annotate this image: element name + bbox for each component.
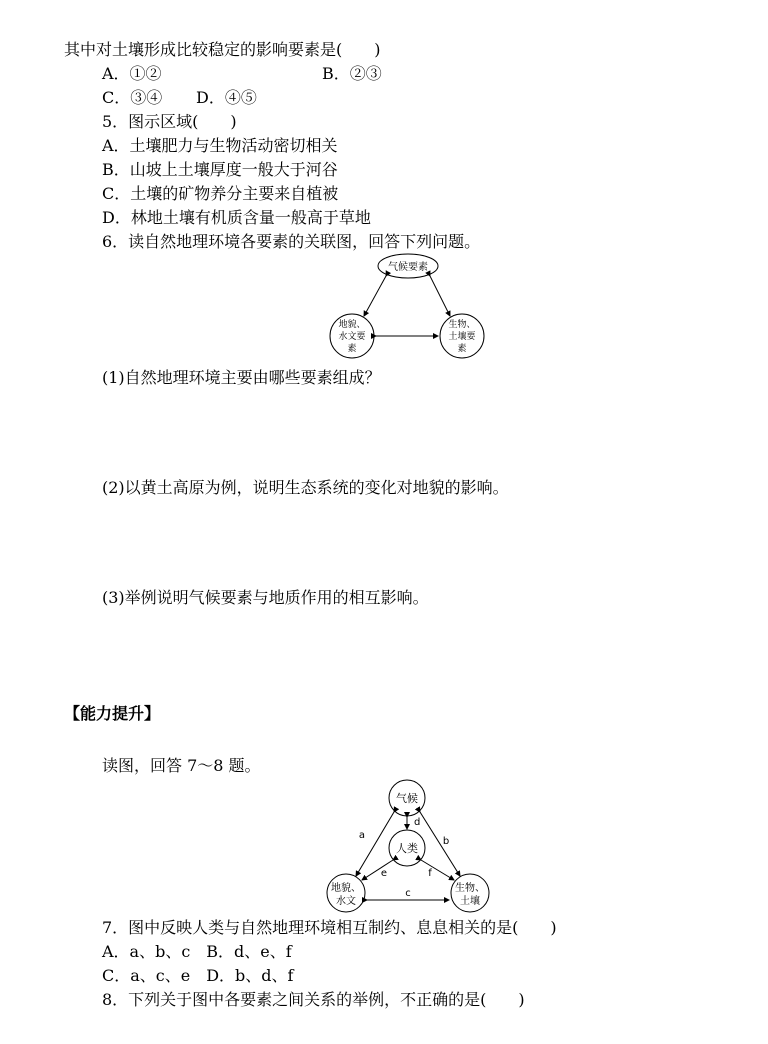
question-6-stem: 6．读自然地理环境各要素的关联图，回答下列问题。 [102,232,481,251]
label-b: b [442,836,450,847]
section-heading: 【能力提升】 [64,704,161,723]
option-4d: D．④⑤ [196,88,257,107]
options-7-ab: A．a、b、c B．d、e、f [102,942,292,961]
question-4-stem: 其中对土壤形成比较稳定的影响要素是( ) [64,40,381,59]
arrow-f [421,860,454,880]
question-7-stem: 7．图中反映人类与自然地理环境相互制约、息息相关的是( ) [102,918,557,937]
arrow-climate-biology [430,276,450,316]
label-d: d [414,817,421,828]
option-5b: B．山坡上土壤厚度一般大于河谷 [102,160,338,179]
biology-node-label-1: 生物、 [448,320,476,330]
biology-node-label-3: 素 [457,344,467,354]
climate-circle-label: 气候 [396,792,418,805]
label-c: c [405,888,411,899]
option-5d: D．林地土壤有机质含量一般高于草地 [102,208,371,227]
question-5-stem: 5．图示区域( ) [102,112,237,131]
landform-node-label-2: 水文要 [338,332,366,342]
human-environment-diagram [322,776,496,916]
option-4a: A．①② [102,64,162,83]
landform-node-label-3: 素 [347,344,357,354]
arrow-e [362,860,393,880]
landform-circle-label-1: 地貌、 [331,883,361,894]
biology-circle-label-2: 土壤 [460,896,480,907]
question-8-stem: 8．下列关于图中各要素之间关系的举例，不正确的是( ) [102,990,525,1009]
label-f: f [428,868,432,879]
human-circle-label: 人类 [396,842,418,855]
arrow-a [356,812,394,876]
option-5a: A．土壤肥力与生物活动密切相关 [102,136,338,155]
intro-7-8: 读图，回答 7～8 题。 [102,756,261,775]
biology-circle-label-1: 生物、 [455,883,485,894]
arrow-b [420,812,460,876]
label-a: a [358,830,366,841]
label-e: e [380,868,388,879]
option-4b: B．②③ [322,64,382,83]
options-7-cd: C．a、c、e D．b、d、f [102,966,294,985]
climate-node-label: 气候要素 [388,262,428,273]
arrow-climate-landform [364,276,386,316]
subquestion-2: (2)以黄土高原为例，说明生态系统的变化对地貌的影响。 [102,478,509,497]
landform-node-label-1: 地貌、 [338,320,366,330]
subquestion-3: (3)举例说明气候要素与地质作用的相互影响。 [102,588,429,607]
landform-circle-label-2: 水文 [336,896,356,907]
biology-node-label-2: 土壤要 [448,332,476,342]
option-5c: C．土壤的矿物养分主要来自植被 [102,184,339,203]
option-4c: C．③④ [102,88,163,107]
elements-relation-diagram [328,250,488,362]
subquestion-1: (1)自然地理环境主要由哪些要素组成？ [102,368,381,387]
